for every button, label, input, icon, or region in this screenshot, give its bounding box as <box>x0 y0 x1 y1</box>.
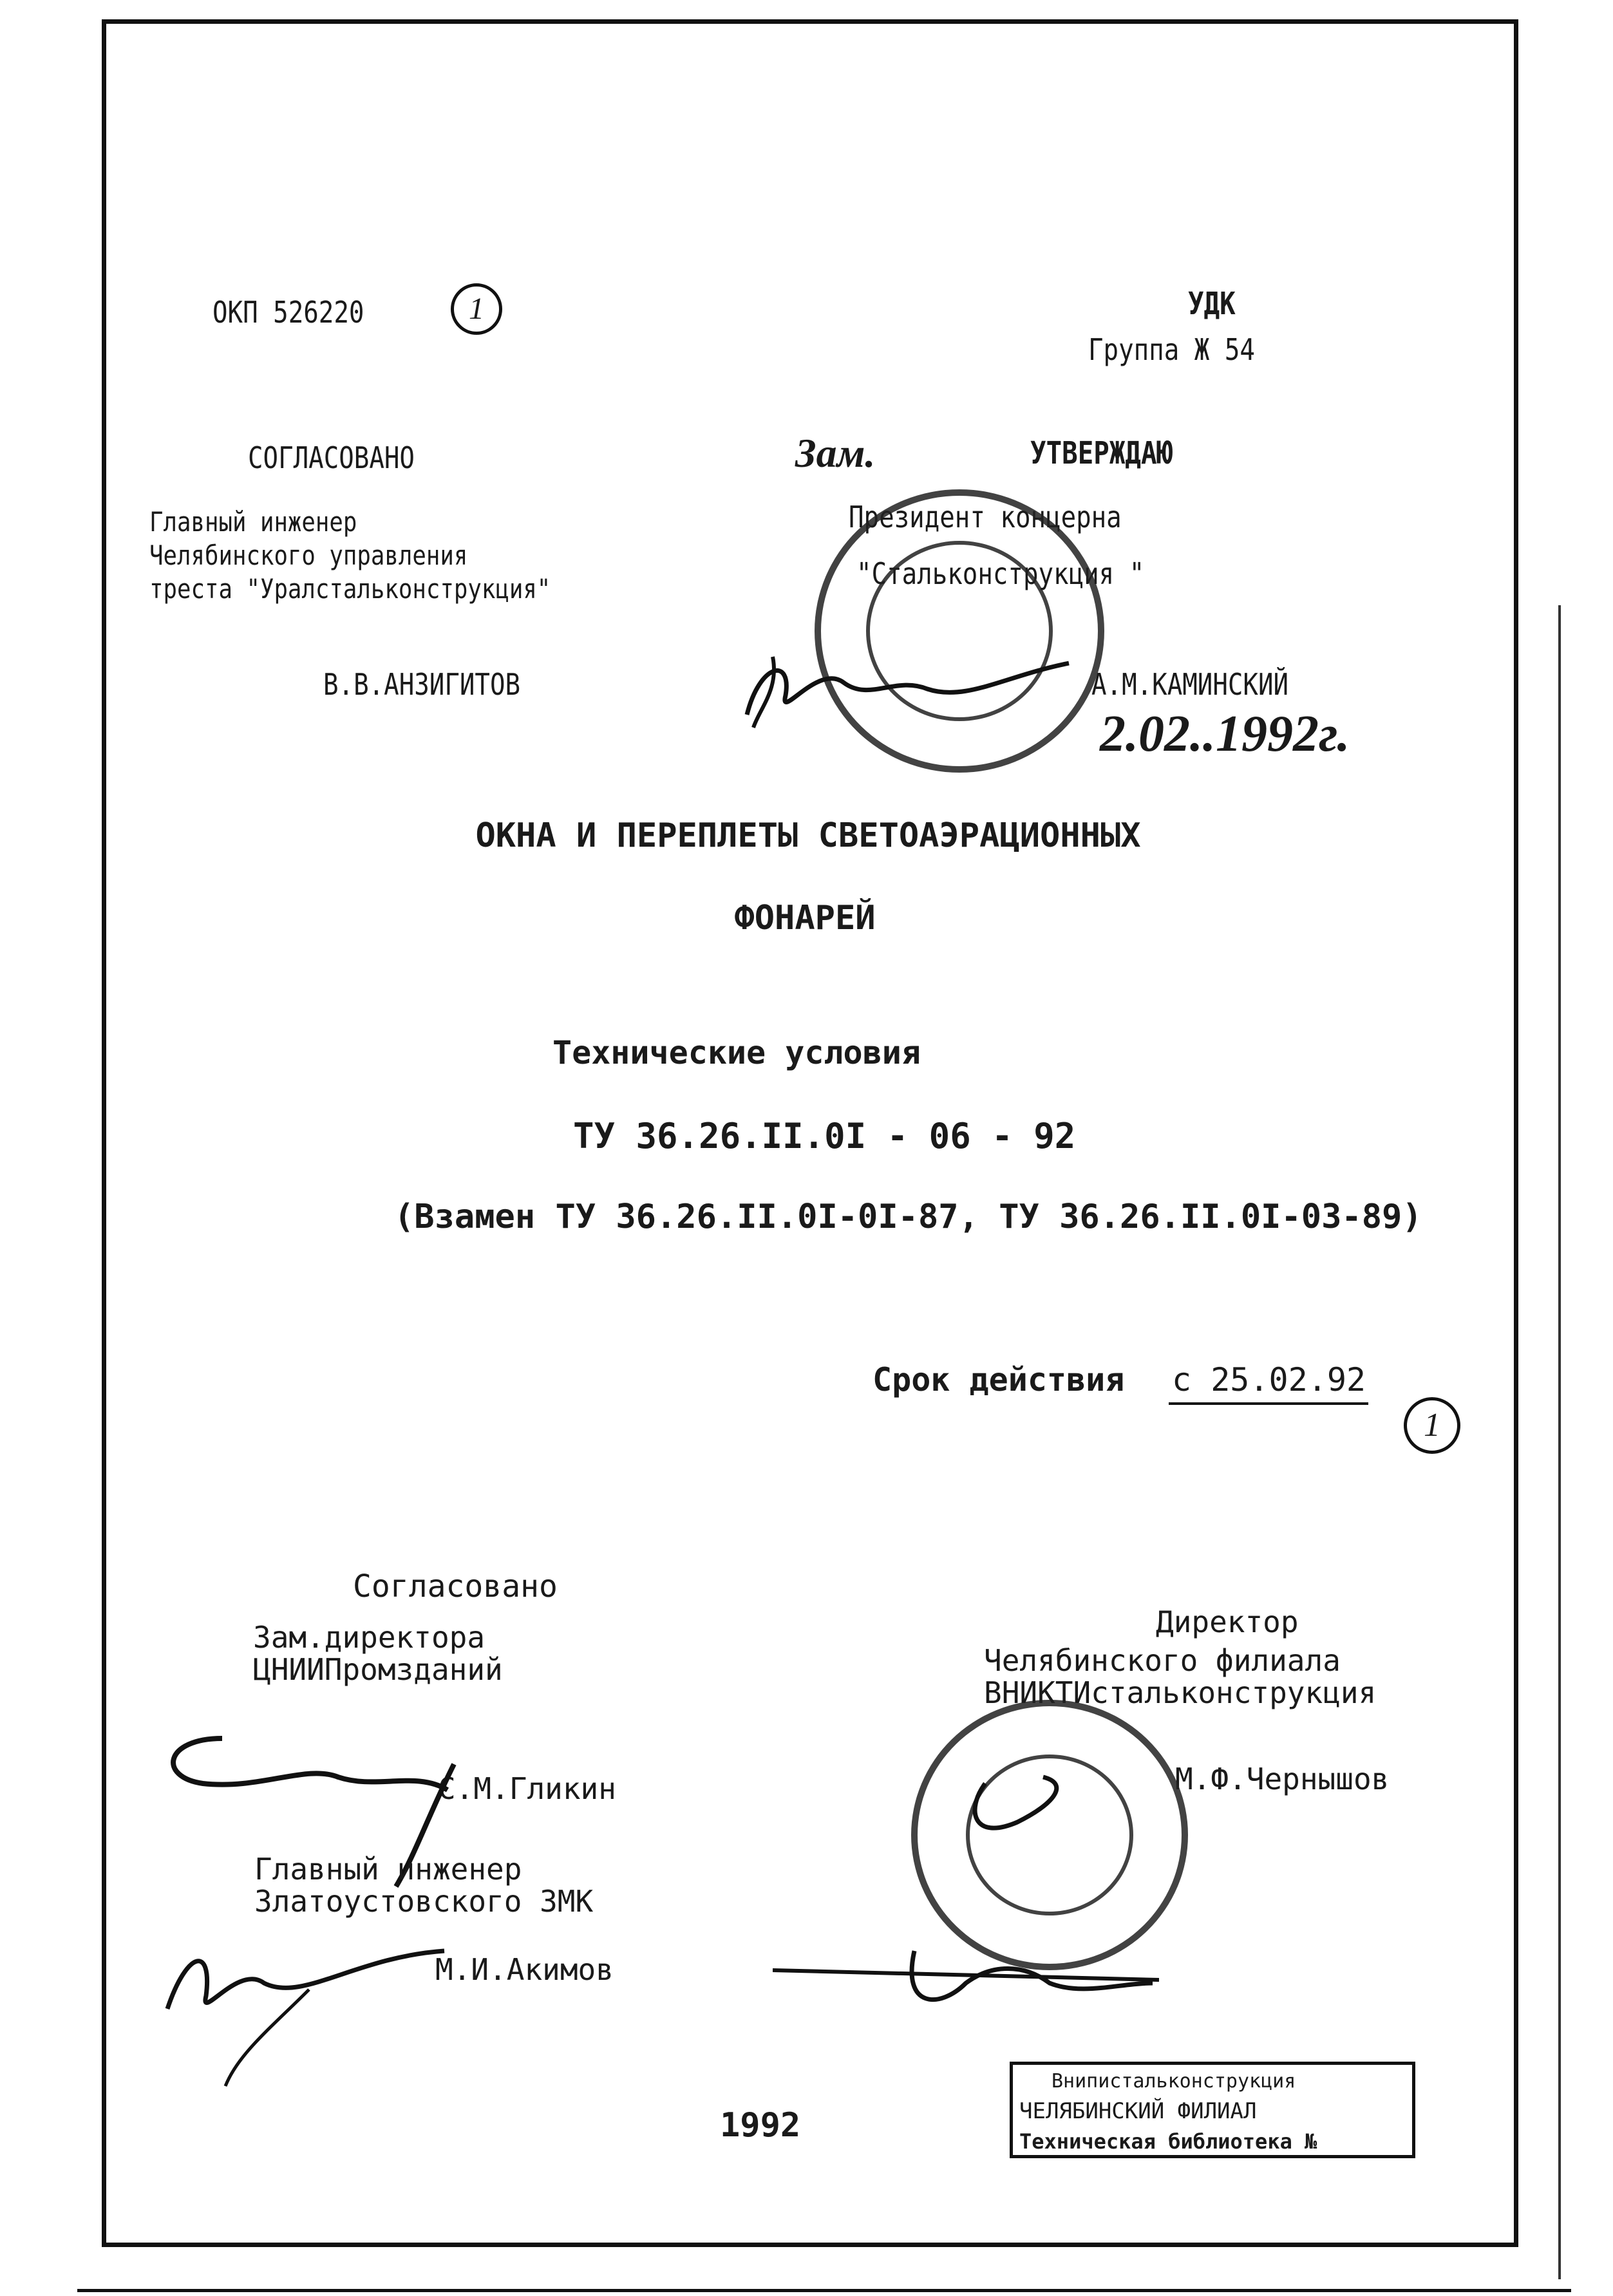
validity-label: Срок действия <box>873 1361 1125 1398</box>
signature-akimov <box>161 1925 457 2093</box>
stamp-line-1: Внипистальконструкция <box>1052 2070 1296 2093</box>
agreed-bottom-line-3: Главный инженер <box>254 1852 522 1887</box>
doc-title-line-1: ОКНА И ПЕРЕПЛЕТЫ СВЕТОАЭРАЦИОННЫХ <box>475 816 1141 855</box>
agreed-bottom-line-2: ЦНИИПромзданий <box>253 1652 503 1687</box>
validity-date: с 25.02.92 <box>1172 1361 1366 1398</box>
director-line-2: ВНИКТИстальконструкция <box>984 1675 1377 1710</box>
validity-underline <box>1169 1402 1368 1405</box>
agreed-bottom-name-2: М.И.Акимов <box>435 1952 614 1987</box>
group-label: Группа Ж 54 <box>1088 332 1255 367</box>
doc-title-line-2: ФОНАРЕЙ <box>734 899 876 937</box>
validity-circle-mark: 1 <box>1404 1397 1460 1454</box>
doc-replaces: (Взамен ТУ 36.26.II.0I-0I-87, ТУ 36.26.II.0I-03-89) <box>394 1198 1422 1236</box>
agreed-line-1: Главный инженер <box>149 506 357 538</box>
approve-title: УТВЕРЖДАЮ <box>1030 435 1173 471</box>
okp-code: ОКП 526220 <box>212 295 364 330</box>
page-bottom-line <box>77 2289 1571 2292</box>
doc-code: ТУ 36.26.II.0I - 06 - 92 <box>573 1116 1076 1156</box>
agreed-name-top: В.В.АНЗИГИТОВ <box>323 667 521 702</box>
okp-circle-mark: 1 <box>451 283 502 335</box>
approve-line-1: Президент концерна <box>849 500 1122 534</box>
director-title: Директор <box>1156 1604 1299 1639</box>
signature-chernyshov <box>773 1738 1159 2047</box>
handwritten-deputy: Зам. <box>795 430 876 476</box>
stamp-line-3: Техническая библиотека № <box>1019 2129 1317 2154</box>
handwritten-date: 2.02..1992г. <box>1100 706 1350 762</box>
document-year: 1992 <box>720 2106 801 2145</box>
stamp-line-2: ЧЕЛЯБИНСКИЙ ФИЛИАЛ <box>1019 2098 1257 2124</box>
agreed-bottom-name-1: С.М.Гликин <box>438 1771 616 1806</box>
approve-line-2: "Стальконструкция " <box>856 556 1145 591</box>
agreed-title-top: СОГЛАСОВАНО <box>248 440 415 475</box>
agreed-line-3: треста "Уралстальконструкция" <box>149 573 551 605</box>
agreed-title-bottom: Согласовано <box>353 1568 558 1604</box>
signature-top <box>734 637 1095 734</box>
approve-name: А.М.КАМИНСКИЙ <box>1091 667 1289 702</box>
director-line-1: Челябинского филиала <box>984 1643 1341 1678</box>
agreed-line-2: Челябинского управления <box>149 540 468 571</box>
udk-label: УДК <box>1188 286 1236 322</box>
agreed-bottom-line-1: Зам.директора <box>253 1620 486 1655</box>
agreed-bottom-line-4: Златоустовского ЗМК <box>254 1884 594 1919</box>
doc-subtitle: Технические условия <box>552 1034 921 1071</box>
director-name: М.Ф.Чернышов <box>1175 1762 1390 1796</box>
library-stamp <box>1010 2062 1415 2158</box>
edge-mark <box>1558 605 1561 2279</box>
